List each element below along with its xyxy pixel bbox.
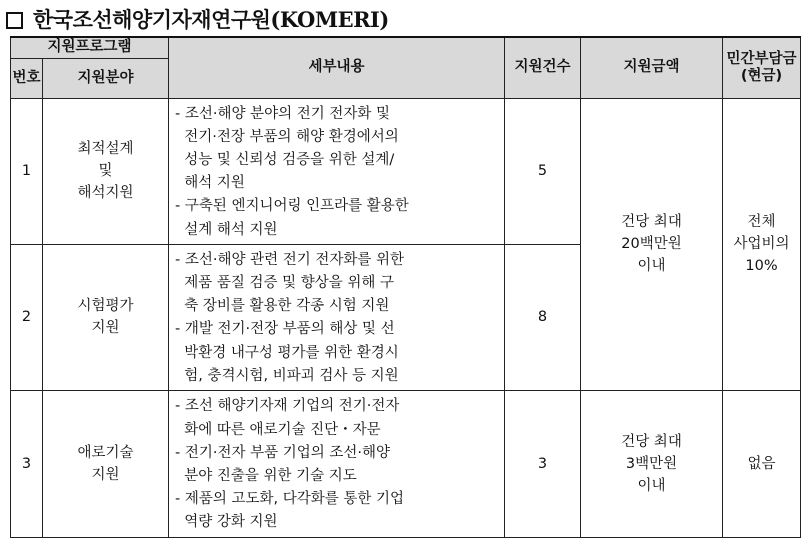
row-details: - 조선 해양기자재 기업의 전기·전자 화에 따른 애로기술 진단・자문 - 전기·전자 부품 기업의 조선·해양 분야 진출을 위한 기술 지도 - 제품의 고도화, 다각화를 통한 기업 역량 강화 지원 [169, 390, 505, 537]
row-field: 애로기술 지원 [43, 390, 169, 537]
row-amount: 건당 최대 3백만원 이내 [581, 390, 723, 537]
support-program-table [10, 36, 801, 538]
row-count: 8 [505, 244, 581, 390]
row-count: 5 [505, 98, 581, 244]
checkbox-icon [6, 12, 23, 29]
row-field: 최적설계 및 해석지원 [43, 98, 169, 244]
header-number: 번호 [11, 58, 43, 98]
row-field: 시험평가 지원 [43, 244, 169, 390]
row-count: 3 [505, 390, 581, 537]
row-number: 3 [11, 390, 43, 537]
section-title [6, 3, 389, 35]
header-field: 지원분야 [43, 58, 169, 98]
table-row [11, 390, 801, 537]
header-amount: 지원금액 [581, 37, 723, 98]
page-title: 한국조선해양기자재연구원(KOMERI) [33, 7, 389, 32]
row-details: - 조선·해양 관련 전기 전자화를 위한 제품 품질 검증 및 향상을 위해 구 축 장비를 활용한 각종 시험 지원 - 개발 전기·전장 부품의 해상 및 선 박환경 내구성 평가를 위한 환경시 험, 충격시험, 비파괴 검사 등 지원 [169, 244, 505, 390]
row-number: 2 [11, 244, 43, 390]
row-private-share: 전체 사업비의 10% [723, 98, 801, 390]
row-amount: 건당 최대 20백만원 이내 [581, 98, 723, 390]
header-private-share: 민간부담금(현금) [723, 37, 801, 98]
header-count: 지원건수 [505, 37, 581, 98]
row-private-share: 없음 [723, 390, 801, 537]
table-row [11, 98, 801, 244]
row-details: - 조선·해양 분야의 전기 전자화 및 전기·전장 부품의 해양 환경에서의 성능 및 신뢰성 검증을 위한 설계/ 해석 지원 - 구축된 엔지니어링 인프라를 활용한 설계 해석 지원 [169, 98, 505, 244]
header-program-group: 지원프로그램 [11, 37, 169, 58]
header-details: 세부내용 [169, 37, 505, 98]
row-number: 1 [11, 98, 43, 244]
